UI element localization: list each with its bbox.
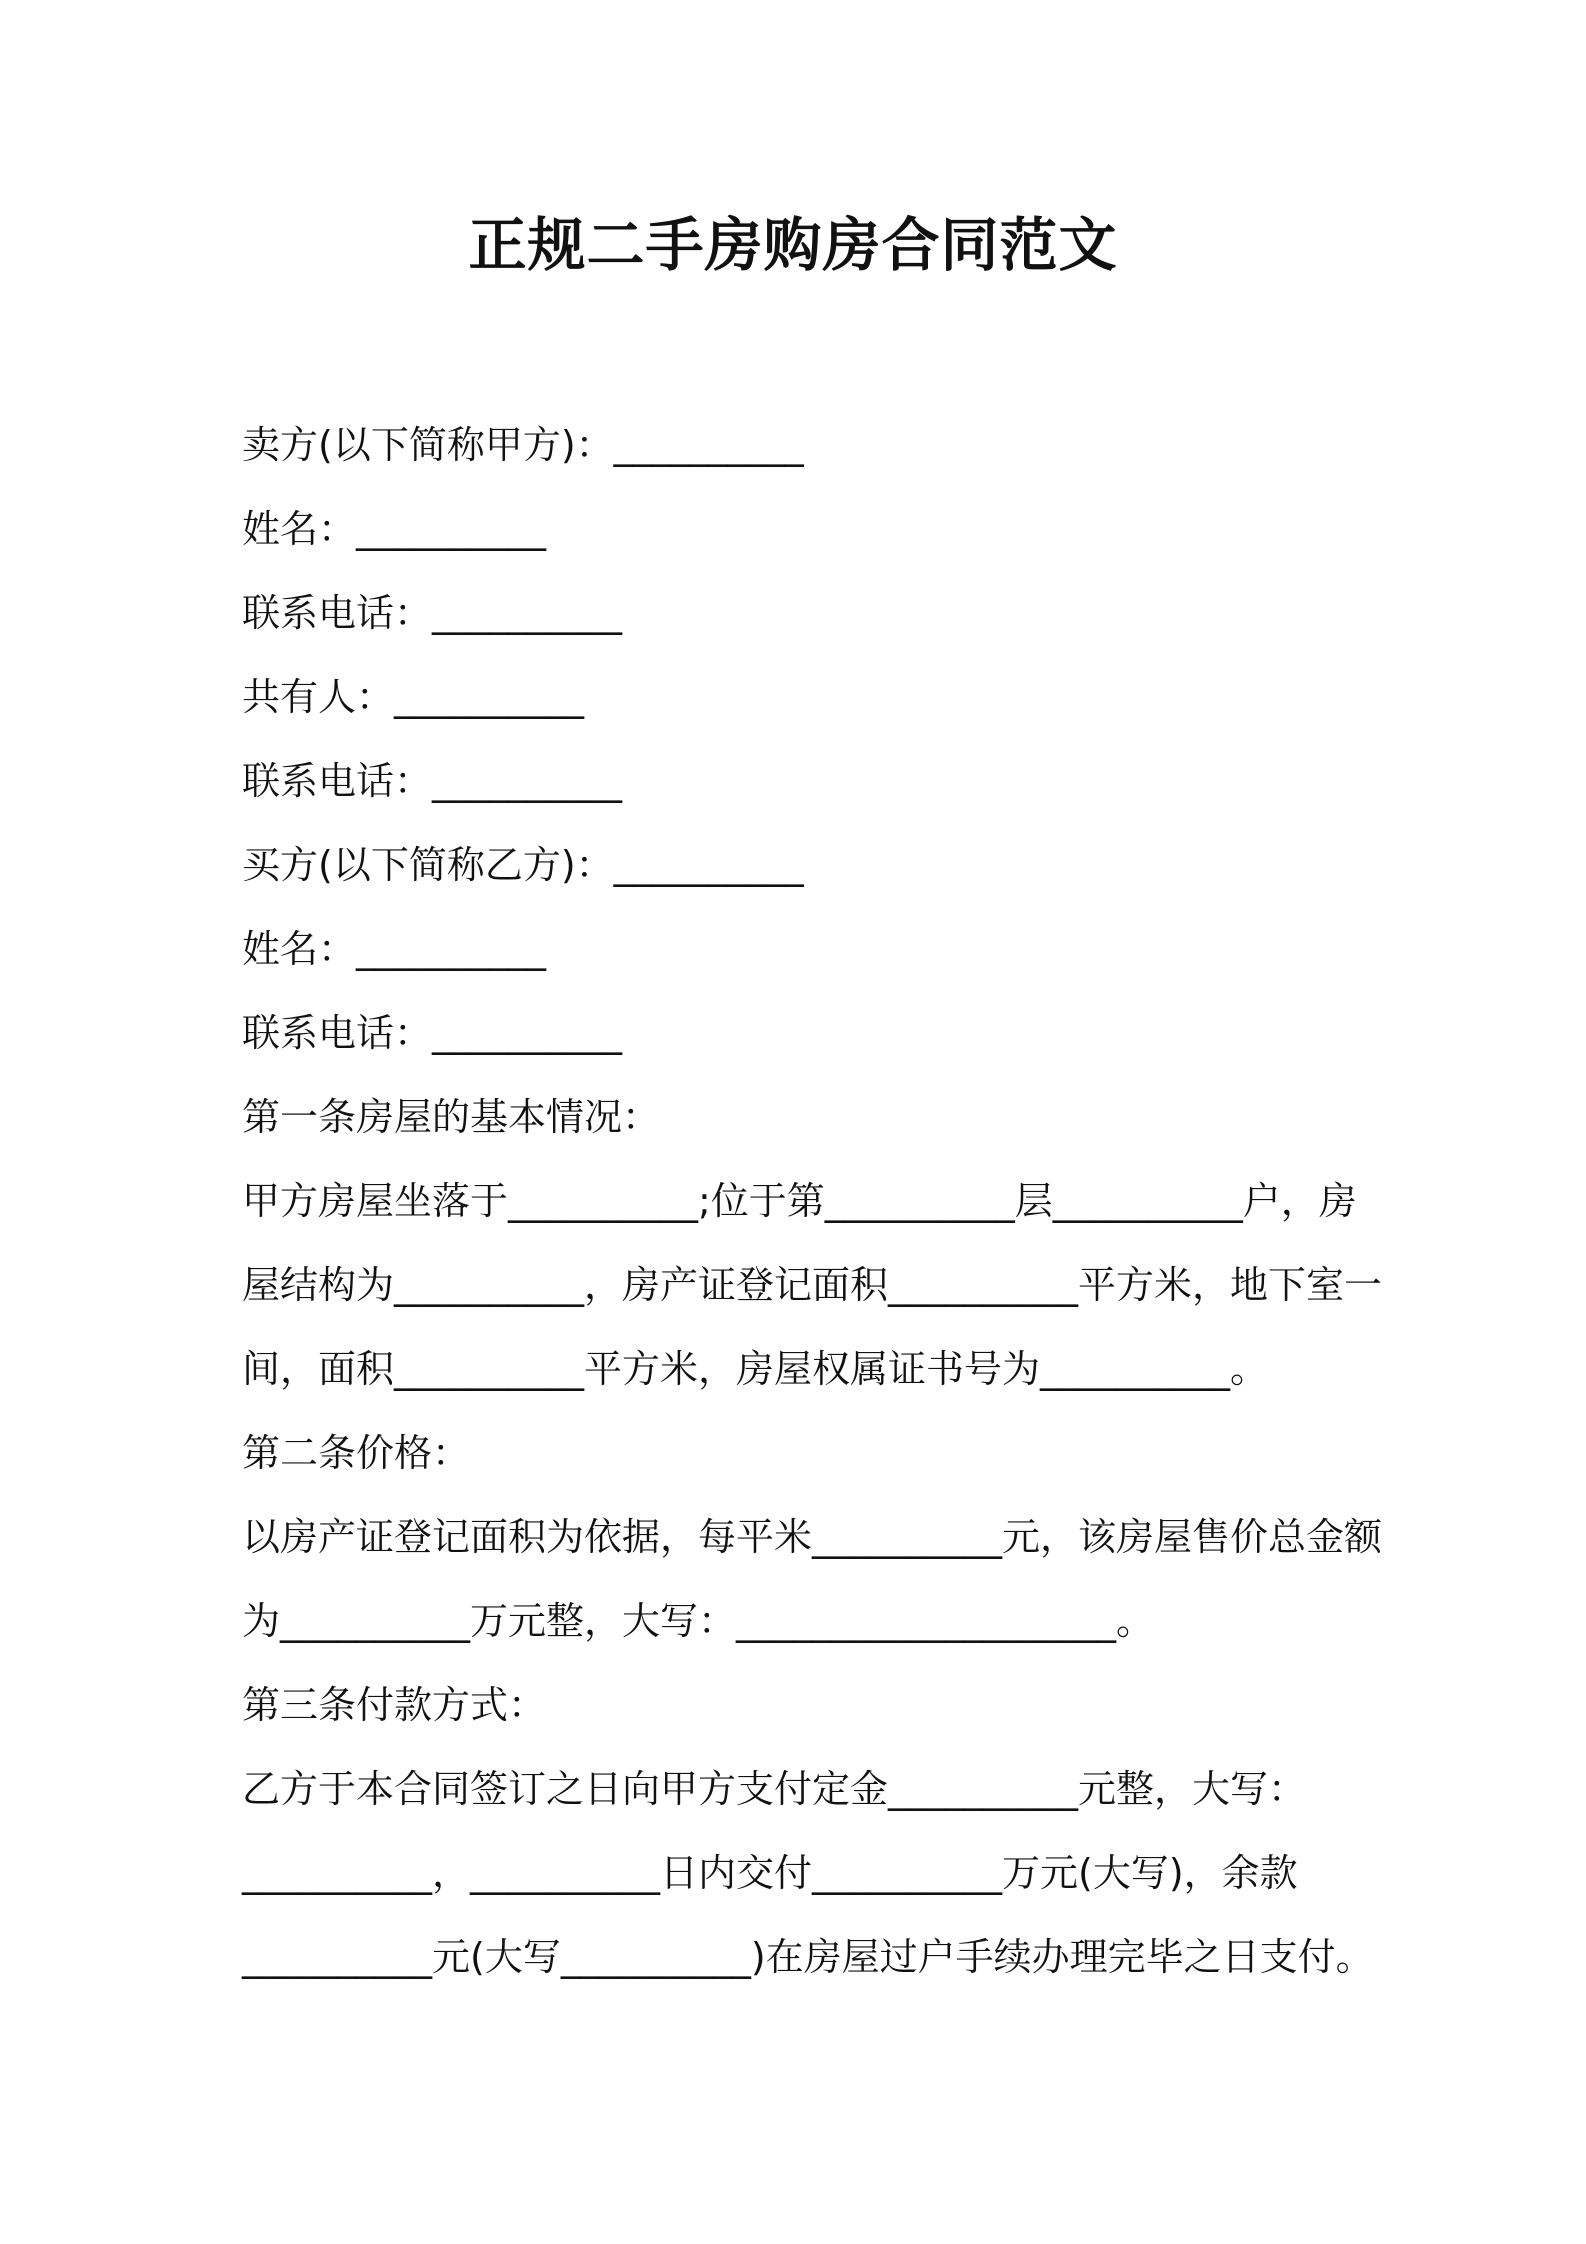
seller-name-field: 姓名：__________ xyxy=(242,507,547,551)
article-2-text-line: 为__________万元整，大写：____________________。 xyxy=(242,1599,1155,1643)
article-3-text-line: 乙方于本合同签订之日向甲方支付定金__________元整，大写： xyxy=(242,1767,1307,1811)
article-2-text-line: 以房产证登记面积为依据，每平米__________元，该房屋售价总金额 xyxy=(242,1515,1383,1559)
page-title: 正规二手房购房合同范文 xyxy=(468,211,1118,279)
seller-label: 卖方(以下简称甲方)：__________ xyxy=(242,423,804,467)
article-3-heading: 第三条付款方式： xyxy=(242,1683,547,1727)
article-3-text-line: __________，__________日内交付__________万元(大写)，余款 xyxy=(242,1851,1298,1895)
buyer-name-field: 姓名：__________ xyxy=(242,927,547,971)
seller-phone-field: 联系电话：__________ xyxy=(242,591,623,635)
article-1-heading: 第一条房屋的基本情况： xyxy=(242,1095,661,1139)
article-1-text-line: 甲方房屋坐落于__________;位于第__________层__________户，房 xyxy=(242,1179,1357,1223)
buyer-label: 买方(以下简称乙方)：__________ xyxy=(242,843,804,887)
co-owner-phone-field: 联系电话：__________ xyxy=(242,759,623,803)
article-2-heading: 第二条价格： xyxy=(242,1431,471,1475)
article-1-text-line: 屋结构为__________，房产证登记面积__________平方米，地下室一 xyxy=(242,1263,1383,1307)
article-3-text-line: __________元(大写__________)在房屋过户手续办理完毕之日支付。 xyxy=(242,1935,1374,1979)
document-body xyxy=(242,403,1383,1999)
article-1-text-line: 间，面积__________平方米，房屋权属证书号为__________。 xyxy=(242,1347,1269,1391)
buyer-phone-field: 联系电话：__________ xyxy=(242,1011,623,1055)
co-owner-field: 共有人：__________ xyxy=(242,675,585,719)
